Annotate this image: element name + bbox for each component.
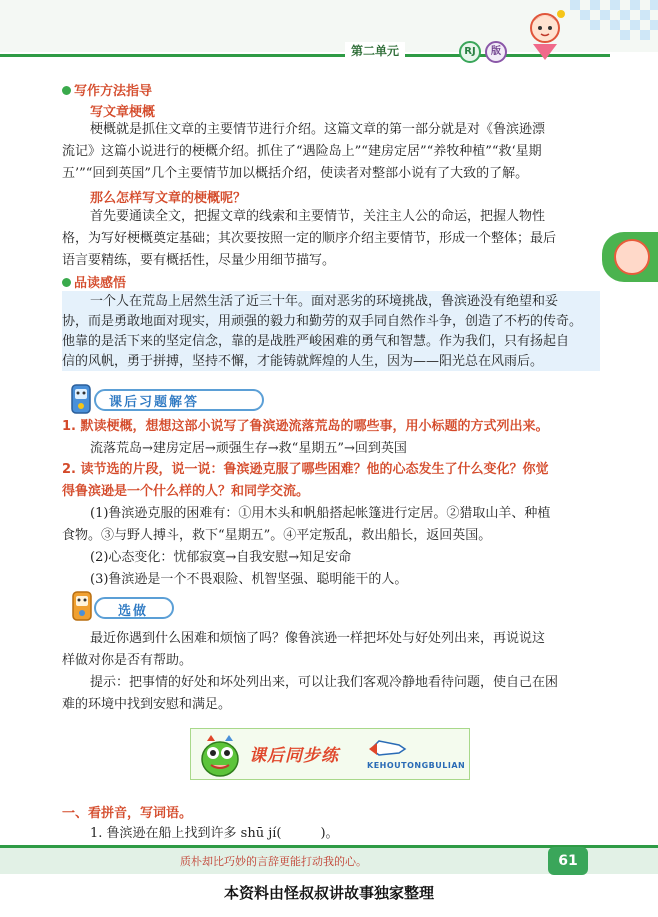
how-to-paragraph-line-3: 语言要精练，要有概括性，尽量少用细节描写。 [62, 253, 336, 268]
homework-banner [64, 382, 264, 416]
optional-hint-line-2: 难的环境中找到安慰和满足。 [62, 697, 232, 712]
mascot-face-icon [614, 239, 650, 275]
optional-banner-label: 选做 [118, 604, 149, 619]
phone-mascot-icon [64, 382, 98, 416]
optional-hint-line-1: 提示：把事情的好处和坏处列出来，可以让我们客观冷静地看待问题，使自己在困 [90, 675, 559, 690]
girl-mascot-icon [515, 4, 575, 64]
answer-2-line-1: (1)鲁滨逊克服的困难有：①用木头和帆船搭起帐篷进行定居。②猎取山羊、种植 [90, 506, 551, 521]
reflection-line-4: 信的风帆，勇于拼搏，坚持不懈，才能铸就辉煌的人生，因为——阳光总在风雨后。 [62, 354, 544, 369]
how-to-paragraph-line-1: 首先要通读全文，把握文章的线索和主要情节，关注主人公的命运，把握人物性 [90, 209, 546, 224]
how-to-paragraph-line-2: 格，为写好梗概奠定基础；其次要按照一定的顺序介绍主要情节，形成一个整体；最后 [62, 231, 557, 246]
phone-mascot-icon [64, 588, 100, 624]
green-monster-mascot-icon [197, 731, 243, 779]
optional-banner [64, 588, 174, 624]
summary-paragraph-line-1: 梗概就是抓住文章的主要情节进行介绍。这篇文章的第一部分就是对《鲁滨逊漂 [90, 122, 546, 137]
bullet-dot-icon [62, 278, 71, 287]
source-note: 本资料由怪叔叔讲故事独家整理 [223, 884, 434, 902]
sync-practice-title: 课后同步练 [249, 746, 339, 766]
side-chapter-tab [602, 232, 658, 282]
reflection-line-3: 他靠的是活下来的坚定信念，靠的是战胜严峻困难的勇气和智慧。作为我们，只有扬起自 [62, 334, 570, 349]
bullet-dot-icon [62, 86, 71, 95]
question-1: 1. 默读梗概，想想这部小说写了鲁滨逊流落荒岛的哪些事，用小标题的方式列出来。 [62, 419, 549, 434]
summary-paragraph-line-3: 五’”“回到英国”几个主要情节加以概括介绍，使读者对整部小说有了大致的了解。 [62, 166, 529, 181]
sync-practice-pinyin: KEHOUTONGBULIAN [367, 761, 466, 770]
answer-1: 流落荒岛→建房定居→顽强生存→救“星期五”→回到英国 [90, 441, 407, 456]
footer-motto: 质朴却比巧妙的言辞更能打动我的心。 [180, 855, 367, 868]
reflection-line-2: 协，而是勇敢地面对现实，用顽强的毅力和勤劳的双手同自然作斗争，创造了不朽的传奇。 [62, 314, 583, 329]
question-2-line-1: 2. 读节选的片段，说一说：鲁滨逊克服了哪些困难？他的心态发生了什么变化？你觉 [62, 462, 549, 477]
page-number: 61 [548, 847, 588, 875]
version-badge: 版 [485, 41, 507, 63]
optional-prompt-line-1: 最近你遇到什么困难和烦恼了吗？像鲁滨逊一样把坏处与好处列出来，再说说这 [90, 631, 546, 646]
reflection-line-1: 一个人在荒岛上居然生活了近三十年。面对恶劣的环境挑战，鲁滨逊没有绝望和妥 [90, 294, 559, 309]
answer-2-line-3: (2)心态变化：忧郁寂寞→自我安慰→知足安命 [90, 550, 352, 565]
writing-guide-title [62, 80, 152, 99]
homework-banner-label: 课后习题解答 [109, 395, 200, 410]
summary-subtitle: 写文章梗概 [90, 105, 156, 120]
exercise-title: 一、看拼音，写词语。 [62, 806, 193, 821]
edition-badge: RJ [459, 41, 481, 63]
exercise-item-1: 1. 鲁滨逊在船上找到许多 shū jí( )。 [90, 826, 339, 841]
sync-practice-banner [190, 728, 470, 780]
answer-2-line-4: (3)鲁滨逊是一个不畏艰险、机智坚强、聪明能干的人。 [90, 572, 408, 587]
page-header [0, 0, 658, 70]
pointing-hand-icon [369, 735, 409, 761]
question-2-line-2: 得鲁滨逊是一个什么样的人？和同学交流。 [62, 484, 310, 499]
optional-prompt-line-2: 样做对你是否有帮助。 [62, 653, 193, 668]
unit-label: 第二单元 [345, 42, 405, 59]
writing-guide-title-text: 写作方法指导 [74, 84, 153, 99]
reflection-title [62, 272, 126, 291]
answer-2-line-2: 食物。③与野人搏斗，救下“星期五”。④平定叛乱，救出船长，返回英国。 [62, 528, 492, 543]
how-to-subtitle: 那么怎样写文章的梗概呢？ [90, 191, 247, 206]
reflection-title-text: 品读感悟 [74, 276, 127, 291]
summary-paragraph-line-2: 流记》这篇小说进行的梗概介绍。抓住了“遇险岛上”“建房定居”“养牧种植”“救‘星期 [62, 144, 542, 159]
